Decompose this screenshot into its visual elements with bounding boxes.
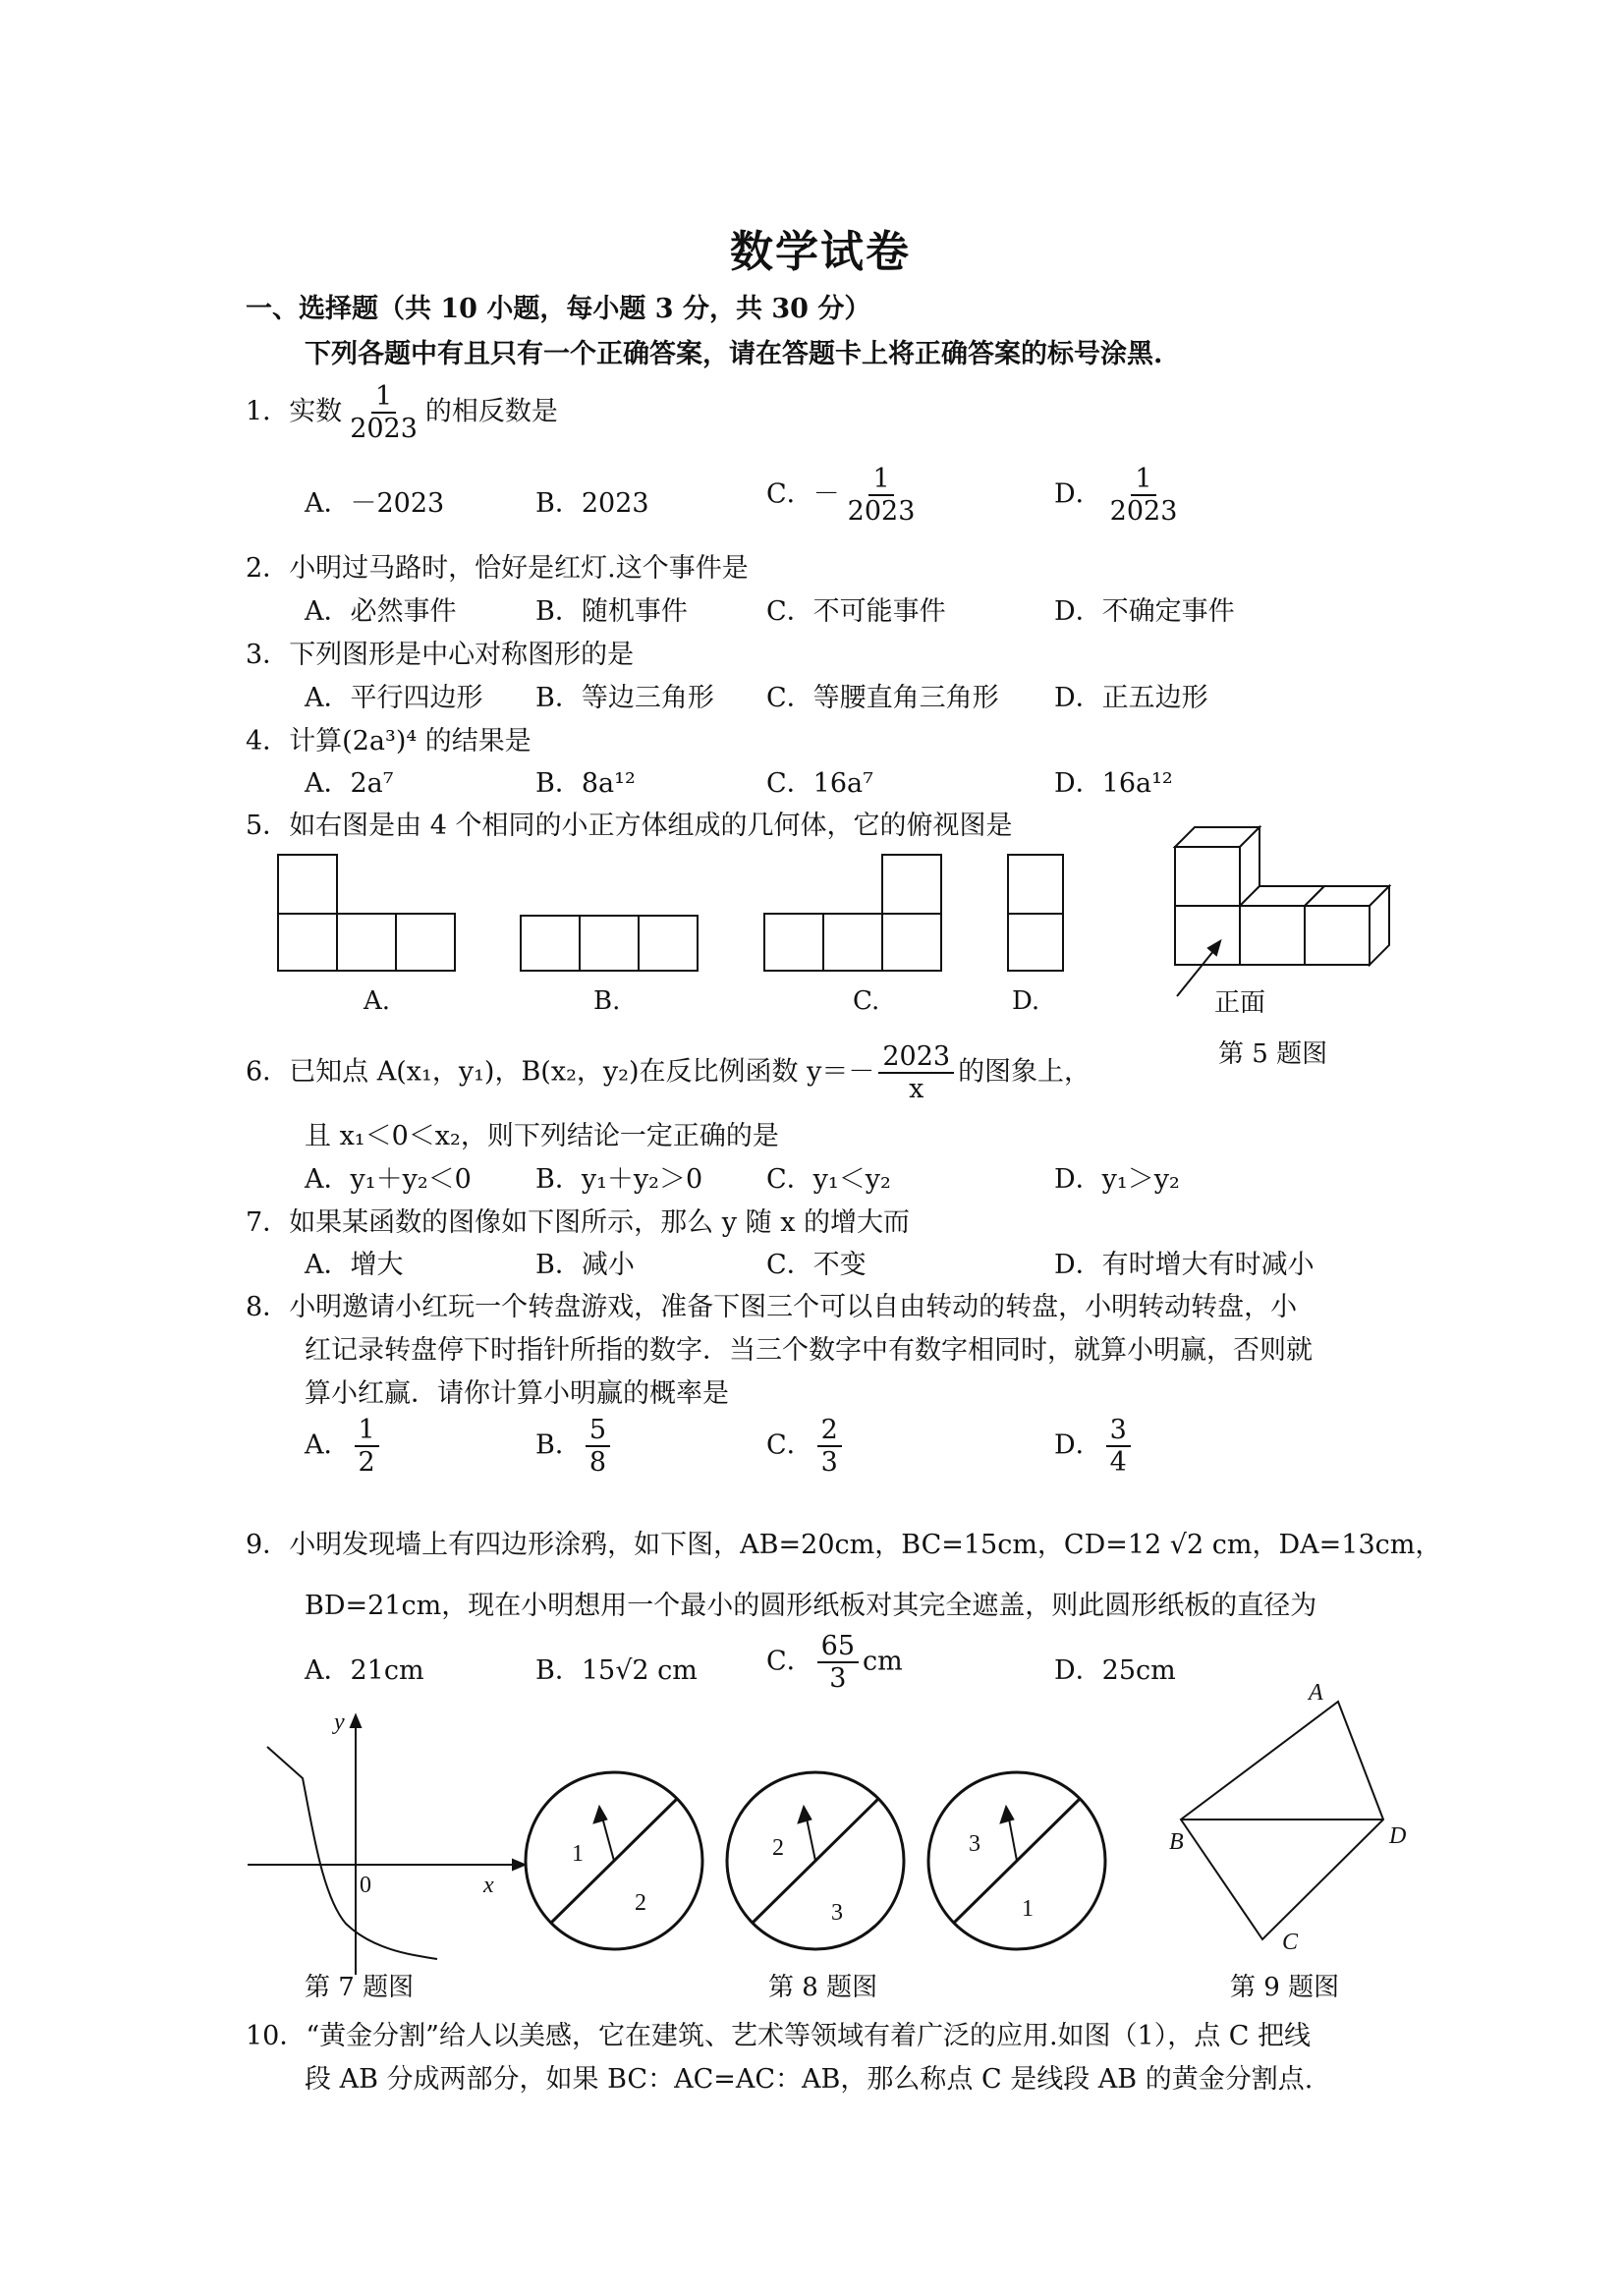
q3-option-b[interactable]: B．等边三角形	[535, 683, 714, 713]
fraction-numerator: 1	[355, 1415, 379, 1447]
q9-line2: BD=21cm，现在小明想用一个最小的圆形纸板对其完全遮盖，则此圆形纸板的直径为	[305, 1591, 1317, 1621]
q2-option-b[interactable]: B．随机事件	[535, 596, 688, 627]
spinner-2-bottom: 3	[831, 1900, 843, 1926]
fraction-denominator: x	[909, 1074, 924, 1105]
question-text: 实数	[289, 396, 343, 427]
question-number: 5．	[246, 811, 290, 841]
q3-option-d[interactable]: D．正五边形	[1054, 683, 1208, 713]
page-title: 数学试卷	[730, 227, 911, 277]
q9-option-b[interactable]: B．15√2 cm	[535, 1655, 698, 1686]
fraction-denominator: 2	[358, 1447, 375, 1479]
fraction-denominator: 3	[829, 1663, 847, 1695]
spinner-3-bottom: 1	[1022, 1896, 1034, 1922]
fraction-denominator: 2023	[847, 496, 916, 528]
q6-option-b[interactable]: B．y₁＋y₂＞0	[535, 1164, 703, 1195]
fraction-numerator: 65	[817, 1631, 859, 1663]
q4-option-a[interactable]: A．2a⁷	[305, 768, 394, 799]
q4-option-d[interactable]: D．16a¹²	[1054, 768, 1173, 799]
fraction-numerator: 2	[817, 1415, 842, 1447]
q8-line3: 算小红赢．请你计算小明赢的概率是	[305, 1378, 729, 1409]
x-axis-label: x	[483, 1873, 494, 1898]
function-curve	[267, 1747, 437, 1959]
question-number: 8．	[246, 1292, 290, 1322]
question-text: “黄金分割”给人以美感，它在建筑、艺术等领域有着广泛的应用.如图（1），点 C 把线	[306, 2021, 1312, 2051]
q9-caption: 第 9 题图	[1230, 1973, 1340, 2002]
q5-option-d-label[interactable]: D.	[1012, 986, 1040, 1016]
question-text: 计算(2a³)⁴ 的结果是	[289, 726, 532, 756]
fraction-numerator: 5	[586, 1415, 610, 1447]
x-axis-arrow	[513, 1860, 525, 1870]
fraction-denominator: 8	[588, 1447, 607, 1479]
q1-option-b[interactable]: B．2023	[535, 488, 649, 519]
option-label: C．	[766, 1429, 813, 1461]
fraction-denominator: 2023	[350, 414, 418, 445]
q1-option-a[interactable]: A．－2023	[305, 488, 445, 519]
q4-option-c[interactable]: C．16a⁷	[766, 768, 873, 799]
option-label: B．	[535, 1429, 582, 1461]
question-number: 3．	[246, 640, 290, 670]
spinner-3-top: 3	[969, 1831, 980, 1857]
question-number: 9．	[246, 1530, 290, 1560]
question-text: 小明过马路时，恰好是红灯.这个事件是	[289, 553, 749, 584]
point-d-label: D	[1389, 1823, 1407, 1849]
q2-option-c[interactable]: C．不可能事件	[766, 596, 946, 627]
question-number: 7．	[246, 1207, 290, 1238]
question-number: 2．	[246, 553, 290, 584]
q3-option-a[interactable]: A．平行四边形	[305, 683, 483, 713]
q6-option-c[interactable]: C．y₁＜y₂	[766, 1164, 891, 1195]
spinner-2	[727, 1772, 904, 1949]
question-text: 如右图是由 4 个相同的小正方体组成的几何体，它的俯视图是	[289, 811, 1013, 841]
fraction-denominator: 3	[820, 1447, 838, 1479]
section-instruction: 下列各题中有且只有一个正确答案，请在答题卡上将正确答案的标号涂黑.	[305, 339, 1163, 369]
fraction-numerator: 1	[371, 381, 396, 414]
point-b-label: B	[1169, 1829, 1184, 1855]
question-text: 下列图形是中心对称图形的是	[289, 640, 635, 670]
pointer-head	[593, 1806, 607, 1823]
q6-option-a[interactable]: A．y₁＋y₂＜0	[305, 1164, 472, 1195]
front-label: 正面	[1214, 988, 1266, 1018]
question-10	[246, 2014, 1311, 2052]
q7-caption: 第 7 题图	[305, 1973, 415, 2002]
q6-option-d[interactable]: D．y₁＞y₂	[1054, 1164, 1180, 1195]
q8-caption: 第 8 题图	[768, 1973, 878, 2002]
q8-line2: 红记录转盘停下时指针所指的数字．当三个数字中有数字相同时，就算小明赢，否则就	[305, 1335, 1313, 1366]
spinner-1-top: 1	[572, 1841, 584, 1867]
q5-caption: 第 5 题图	[1218, 1039, 1328, 1069]
option-label: D．	[1054, 478, 1102, 510]
fraction-numerator: 3	[1106, 1415, 1131, 1447]
q5-option-c-label[interactable]: C.	[853, 986, 880, 1016]
pointer-head	[798, 1806, 812, 1823]
question-number: 1．	[246, 396, 290, 427]
question-number: 6．	[246, 1056, 290, 1088]
q9-option-d[interactable]: D．25cm	[1054, 1655, 1176, 1686]
q2-option-a[interactable]: A．必然事件	[305, 596, 457, 627]
option-label: A．	[305, 1429, 351, 1461]
question-text: 的图象上，	[958, 1056, 1091, 1088]
q7-option-d[interactable]: D．有时增大有时减小	[1054, 1250, 1315, 1280]
question-text: 小明邀请小红玩一个转盘游戏，准备下图三个可以自由转动的转盘，小明转动转盘，小	[289, 1292, 1298, 1322]
q5-option-b-label[interactable]: B.	[593, 986, 621, 1016]
y-axis-label: y	[334, 1709, 345, 1735]
fraction-denominator: 4	[1109, 1447, 1127, 1479]
question-number: 4．	[246, 726, 290, 756]
question-text: 小明发现墙上有四边形涂鸦，如下图，AB=20cm，BC=15cm，CD=12 √2 cm，DA=13cm，	[289, 1530, 1442, 1560]
question-text: 已知点 A(x₁，y₁)，B(x₂，y₂)在反比例函数 y＝－	[289, 1056, 875, 1088]
fraction-numerator: 2023	[878, 1041, 954, 1074]
q9-quadrilateral	[1181, 1702, 1383, 1939]
q10-line2: 段 AB 分成两部分，如果 BC：AC=AC：AB，那么称点 C 是线段 AB 的黄金分割点.	[305, 2064, 1314, 2095]
point-c-label: C	[1282, 1930, 1299, 1955]
q9-option-a[interactable]: A．21cm	[305, 1655, 424, 1686]
section-header: 一、选择题（共 10 小题，每小题 3 分，共 30 分）	[246, 294, 871, 324]
spinner-3	[928, 1772, 1105, 1949]
option-label: C．－	[766, 478, 840, 510]
fraction-numerator: 1	[868, 464, 893, 496]
question-text: 的相反数是	[424, 396, 558, 427]
q7-option-b[interactable]: B．减小	[535, 1250, 635, 1280]
fraction-numerator: 1	[1131, 464, 1155, 496]
option-label: C．	[766, 1646, 813, 1677]
q4-option-b[interactable]: B．8a¹²	[535, 768, 636, 799]
q7-option-c[interactable]: C．不变	[766, 1250, 867, 1280]
y-axis-arrow	[351, 1715, 361, 1727]
q7-option-a[interactable]: A．增大	[305, 1250, 404, 1280]
spinner-2-top: 2	[772, 1835, 784, 1861]
question-number: 10．	[246, 2021, 307, 2051]
q3-option-c[interactable]: C．等腰直角三角形	[766, 683, 999, 713]
pointer-head	[1000, 1806, 1014, 1823]
q5-option-a-label[interactable]: A.	[364, 986, 391, 1016]
q7-graph	[248, 1715, 525, 1975]
spinner-1	[526, 1772, 702, 1949]
question-text: 如果某函数的图像如下图所示，那么 y 随 x 的增大而	[289, 1207, 910, 1238]
point-a-label: A	[1309, 1680, 1323, 1706]
q2-option-d[interactable]: D．不确定事件	[1054, 596, 1235, 627]
spinner-1-bottom: 2	[635, 1890, 646, 1916]
fraction-denominator: 2023	[1109, 496, 1178, 528]
origin-label: 0	[360, 1873, 371, 1898]
q6-line2: 且 x₁＜0＜x₂，则下列结论一定正确的是	[305, 1121, 779, 1151]
unit: cm	[863, 1646, 903, 1677]
option-label: D．	[1054, 1429, 1102, 1461]
